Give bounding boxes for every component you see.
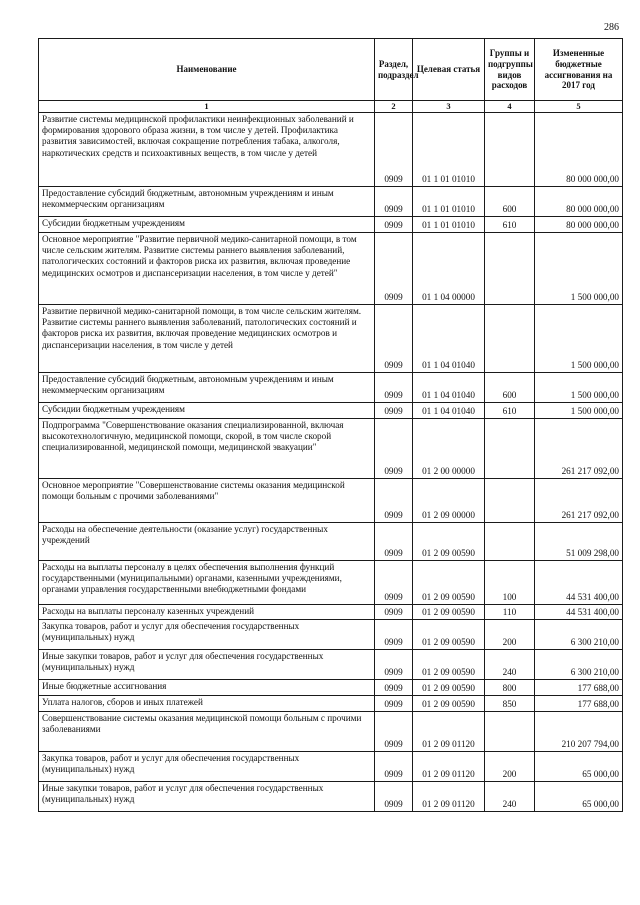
row-name: Уплата налогов, сборов и иных платежей bbox=[39, 696, 375, 712]
row-amount: 6 300 210,00 bbox=[535, 650, 623, 680]
row-group bbox=[485, 419, 535, 479]
row-group: 800 bbox=[485, 680, 535, 696]
table-row bbox=[39, 620, 623, 650]
row-section: 0909 bbox=[375, 696, 413, 712]
table-row bbox=[39, 752, 623, 782]
row-group bbox=[485, 523, 535, 561]
row-section: 0909 bbox=[375, 479, 413, 523]
row-name: Закупка товаров, работ и услуг для обеспечения государственных (муниципальных) нужд bbox=[39, 620, 375, 650]
row-section: 0909 bbox=[375, 113, 413, 187]
table-row bbox=[39, 403, 623, 419]
table-row bbox=[39, 605, 623, 620]
row-group: 200 bbox=[485, 752, 535, 782]
row-section: 0909 bbox=[375, 373, 413, 403]
row-group: 100 bbox=[485, 561, 535, 605]
row-group bbox=[485, 479, 535, 523]
row-section: 0909 bbox=[375, 305, 413, 373]
row-name: Основное мероприятие "Совершенствование системы оказания медицинской помощи больным с прочими заболеваниями" bbox=[39, 479, 375, 523]
row-section: 0909 bbox=[375, 419, 413, 479]
table-row bbox=[39, 680, 623, 696]
row-name: Расходы на обеспечение деятельности (оказание услуг) государственных учреждений bbox=[39, 523, 375, 561]
row-amount: 6 300 210,00 bbox=[535, 620, 623, 650]
row-target: 01 2 09 00590 bbox=[413, 523, 485, 561]
row-group: 610 bbox=[485, 217, 535, 233]
row-amount: 1 500 000,00 bbox=[535, 373, 623, 403]
table-row bbox=[39, 187, 623, 217]
page-number: 286 bbox=[604, 22, 619, 33]
row-section: 0909 bbox=[375, 523, 413, 561]
row-target: 01 2 09 00590 bbox=[413, 561, 485, 605]
row-name: Субсидии бюджетным учреждениям bbox=[39, 217, 375, 233]
row-section: 0909 bbox=[375, 403, 413, 419]
row-target: 01 2 09 00590 bbox=[413, 680, 485, 696]
row-group bbox=[485, 712, 535, 752]
row-name: Предоставление субсидий бюджетным, автономным учреждениям и иным некоммерческим организациям bbox=[39, 187, 375, 217]
budget-table bbox=[38, 38, 623, 812]
row-target: 01 1 04 01040 bbox=[413, 305, 485, 373]
row-name: Иные закупки товаров, работ и услуг для обеспечения государственных (муниципальных) нужд bbox=[39, 782, 375, 812]
table-row bbox=[39, 233, 623, 305]
row-name: Иные закупки товаров, работ и услуг для обеспечения государственных (муниципальных) нужд bbox=[39, 650, 375, 680]
row-target: 01 1 04 01040 bbox=[413, 373, 485, 403]
row-amount: 80 000 000,00 bbox=[535, 113, 623, 187]
table-row bbox=[39, 523, 623, 561]
row-name: Расходы на выплаты персоналу казенных учреждений bbox=[39, 605, 375, 620]
row-amount: 177 688,00 bbox=[535, 696, 623, 712]
row-section: 0909 bbox=[375, 650, 413, 680]
row-amount: 44 531 400,00 bbox=[535, 605, 623, 620]
row-amount: 51 009 298,00 bbox=[535, 523, 623, 561]
row-group: 200 bbox=[485, 620, 535, 650]
row-name: Субсидии бюджетным учреждениям bbox=[39, 403, 375, 419]
row-amount: 1 500 000,00 bbox=[535, 233, 623, 305]
row-target: 01 1 04 00000 bbox=[413, 233, 485, 305]
row-group: 240 bbox=[485, 782, 535, 812]
row-group bbox=[485, 233, 535, 305]
row-group bbox=[485, 113, 535, 187]
row-target: 01 1 01 01010 bbox=[413, 217, 485, 233]
row-section: 0909 bbox=[375, 561, 413, 605]
row-target: 01 2 09 01120 bbox=[413, 782, 485, 812]
row-name: Развитие первичной медико-санитарной помощи, в том числе сельским жителям. Развитие системы раннего выявления заболеваний, патологических состояний и факторов риска их развития, включая проведение медицинских осмотров и диспансеризации населения, в том числе у детей bbox=[39, 305, 375, 373]
header-name: Наименование bbox=[39, 39, 375, 101]
header-target: Целевая статья bbox=[413, 39, 485, 101]
row-group: 240 bbox=[485, 650, 535, 680]
row-group: 850 bbox=[485, 696, 535, 712]
row-target: 01 2 09 01120 bbox=[413, 712, 485, 752]
table-row bbox=[39, 650, 623, 680]
row-name: Подпрограмма "Совершенствование оказания специализированной, включая высокотехнологичную, медицинской помощи, скорой, в том числе скорой специализированной, медицинской помощи, медицинской эвакуации" bbox=[39, 419, 375, 479]
row-name: Расходы на выплаты персоналу в целях обеспечения выполнения функций государственными (муниципальными) органами, казенными учреждениями, органами управления государственными внебюджетными фондами bbox=[39, 561, 375, 605]
row-name: Иные бюджетные ассигнования bbox=[39, 680, 375, 696]
row-amount: 210 207 794,00 bbox=[535, 712, 623, 752]
row-amount: 177 688,00 bbox=[535, 680, 623, 696]
row-group: 110 bbox=[485, 605, 535, 620]
row-target: 01 2 09 00590 bbox=[413, 620, 485, 650]
row-amount: 1 500 000,00 bbox=[535, 305, 623, 373]
column-number: 5 bbox=[535, 101, 623, 113]
row-group bbox=[485, 305, 535, 373]
row-target: 01 2 09 00590 bbox=[413, 605, 485, 620]
table-row bbox=[39, 712, 623, 752]
row-name: Совершенствование системы оказания медицинской помощи больным с прочими заболеваниями bbox=[39, 712, 375, 752]
row-section: 0909 bbox=[375, 620, 413, 650]
row-section: 0909 bbox=[375, 217, 413, 233]
row-name: Основное мероприятие "Развитие первичной медико-санитарной помощи, в том числе сельским жителям. Развитие системы раннего выявления заболеваний, патологических состояний и факторов риска их развития, включая проведение медицинских осмотров и диспансеризации населения, в том числе у детей" bbox=[39, 233, 375, 305]
row-section: 0909 bbox=[375, 782, 413, 812]
row-group: 600 bbox=[485, 373, 535, 403]
column-number-row bbox=[39, 101, 623, 113]
row-section: 0909 bbox=[375, 680, 413, 696]
table-row bbox=[39, 696, 623, 712]
header-section: Раздел, подраздел bbox=[375, 39, 413, 101]
row-name: Закупка товаров, работ и услуг для обеспечения государственных (муниципальных) нужд bbox=[39, 752, 375, 782]
row-target: 01 2 09 01120 bbox=[413, 752, 485, 782]
table-row bbox=[39, 561, 623, 605]
row-amount: 261 217 092,00 bbox=[535, 479, 623, 523]
column-number: 3 bbox=[413, 101, 485, 113]
row-section: 0909 bbox=[375, 187, 413, 217]
row-amount: 261 217 092,00 bbox=[535, 419, 623, 479]
table-row bbox=[39, 305, 623, 373]
table-row bbox=[39, 782, 623, 812]
row-section: 0909 bbox=[375, 605, 413, 620]
row-section: 0909 bbox=[375, 712, 413, 752]
column-number: 2 bbox=[375, 101, 413, 113]
row-group: 610 bbox=[485, 403, 535, 419]
row-section: 0909 bbox=[375, 752, 413, 782]
column-number: 1 bbox=[39, 101, 375, 113]
row-target: 01 1 01 01010 bbox=[413, 187, 485, 217]
row-amount: 65 000,00 bbox=[535, 752, 623, 782]
table-row bbox=[39, 217, 623, 233]
column-number: 4 bbox=[485, 101, 535, 113]
row-amount: 80 000 000,00 bbox=[535, 187, 623, 217]
table-row bbox=[39, 479, 623, 523]
row-group: 600 bbox=[485, 187, 535, 217]
header-groups: Группы и подгруппы видов расходов bbox=[485, 39, 535, 101]
row-target: 01 2 09 00590 bbox=[413, 650, 485, 680]
header-row bbox=[39, 39, 623, 101]
row-target: 01 1 04 01040 bbox=[413, 403, 485, 419]
table-row bbox=[39, 373, 623, 403]
row-amount: 65 000,00 bbox=[535, 782, 623, 812]
row-name: Развитие системы медицинской профилактики неинфекционных заболеваний и формирования здорового образа жизни, в том числе у детей. Профилактика развития зависимостей, включая сокращение потребления табака, алкоголя, наркотических средств и психоактивных веществ, в том числе у детей bbox=[39, 113, 375, 187]
row-target: 01 2 09 00000 bbox=[413, 479, 485, 523]
row-section: 0909 bbox=[375, 233, 413, 305]
row-name: Предоставление субсидий бюджетным, автономным учреждениям и иным некоммерческим организациям bbox=[39, 373, 375, 403]
row-target: 01 2 09 00590 bbox=[413, 696, 485, 712]
row-target: 01 2 00 00000 bbox=[413, 419, 485, 479]
row-amount: 80 000 000,00 bbox=[535, 217, 623, 233]
header-changed: Измененные бюджетные ассигнования на 2017 год bbox=[535, 39, 623, 101]
table-row bbox=[39, 113, 623, 187]
row-amount: 1 500 000,00 bbox=[535, 403, 623, 419]
row-amount: 44 531 400,00 bbox=[535, 561, 623, 605]
table-row bbox=[39, 419, 623, 479]
row-target: 01 1 01 01010 bbox=[413, 113, 485, 187]
